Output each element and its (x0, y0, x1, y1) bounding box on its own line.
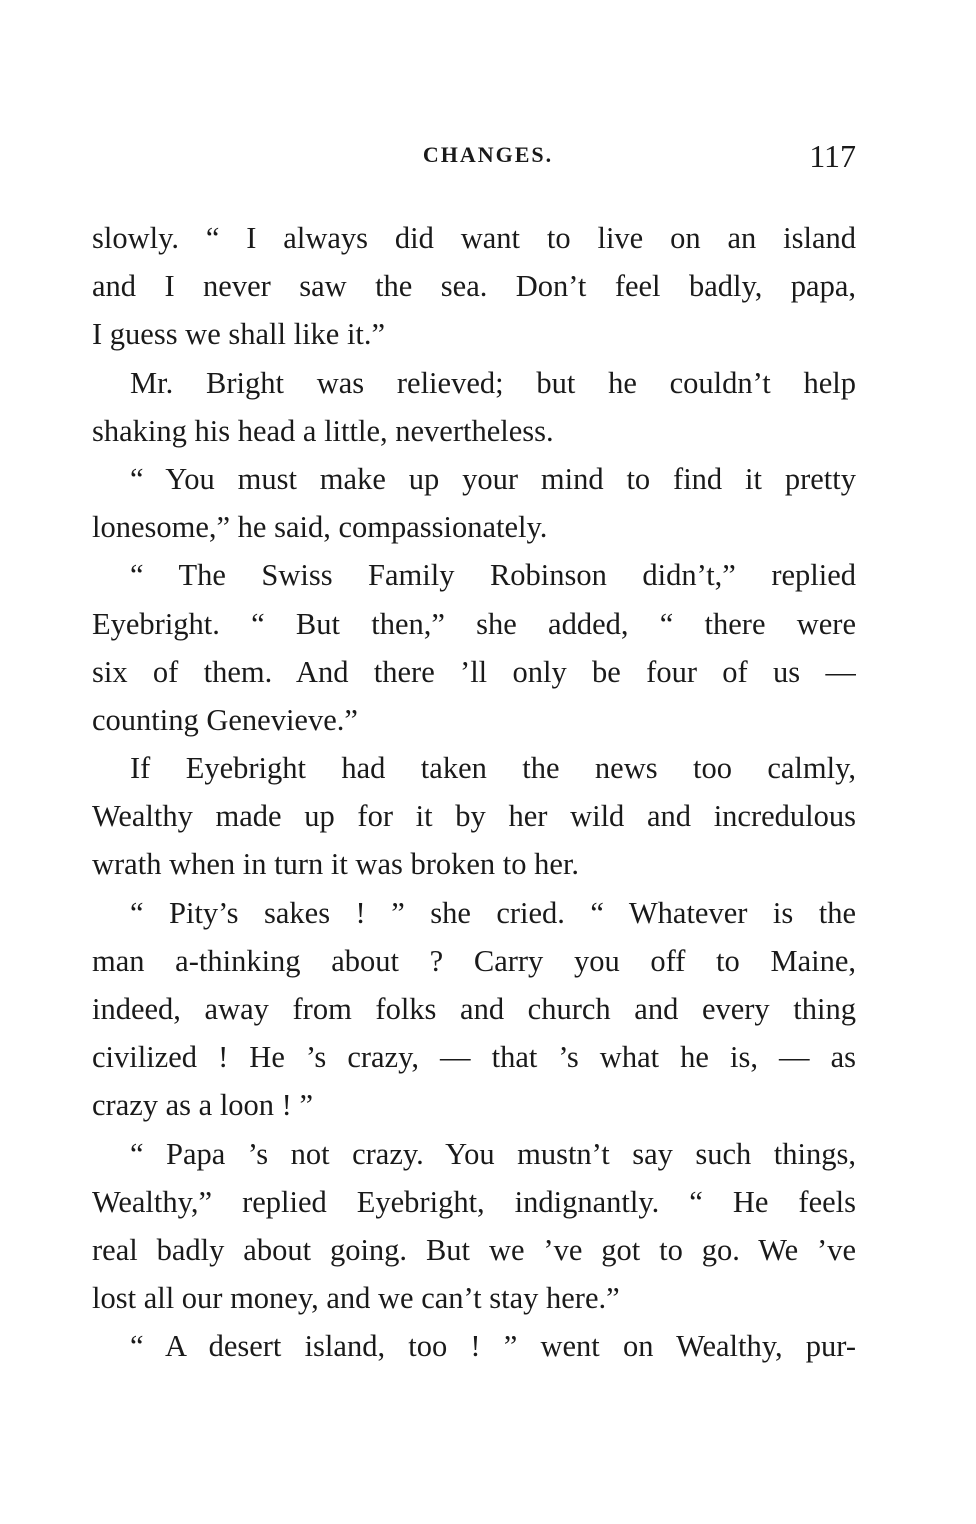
text-line: I guess we shall like it.” (92, 317, 386, 352)
text-line: “ You must make up your mind to find it pretty (130, 461, 856, 496)
text-line: six of them. And there ’ll only be four of us — (92, 654, 856, 689)
text-line: “ A desert island, too ! ” went on Wealthy, pur- (130, 1329, 856, 1364)
text-line: “ Pity’s sakes ! ” she cried. “ Whatever is the (130, 895, 856, 930)
text-line: “ The Swiss Family Robinson didn’t,” replied (130, 558, 856, 593)
text-line: “ Papa ’s not crazy. You mustn’t say such things, (130, 1136, 856, 1171)
text-line: Mr. Bright was relieved; but he couldn’t help (130, 365, 856, 400)
body-text (92, 214, 856, 1371)
text-line: counting Genevieve.” (92, 702, 358, 737)
text-line: If Eyebright had taken the news too calmly, (130, 751, 856, 786)
text-line: civilized ! He ’s crazy, — that ’s what he is, — as (92, 1040, 856, 1075)
text-line: Eyebright. “ But then,” she added, “ there were (92, 606, 856, 641)
running-title: CHANGES. (422, 142, 554, 167)
text-line: shaking his head a little, nevertheless. (92, 413, 554, 448)
text-line: Wealthy,” replied Eyebright, indignantly. “ He feels (92, 1184, 856, 1219)
text-line: slowly. “ I always did want to live on an island (92, 221, 856, 255)
text-line: man a-thinking about ? Carry you off to Maine, (92, 943, 856, 978)
text-line: real badly about going. But we ’ve got to go. We ’ve (92, 1232, 856, 1267)
text-line: Wealthy made up for it by her wild and incredulous (92, 799, 856, 834)
text-line: wrath when in turn it was broken to her. (92, 847, 580, 882)
text-line: lonesome,” he said, compassionately. (92, 510, 548, 545)
running-head (92, 138, 856, 178)
page-number: 117 (809, 138, 856, 174)
text-line: crazy as a loon ! ” (92, 1088, 314, 1123)
text-line: indeed, away from folks and church and every thing (92, 992, 856, 1026)
text-line: lost all our money, and we can’t stay here.” (92, 1281, 620, 1316)
text-line: and I never saw the sea. Don’t feel badly, papa, (92, 269, 856, 304)
